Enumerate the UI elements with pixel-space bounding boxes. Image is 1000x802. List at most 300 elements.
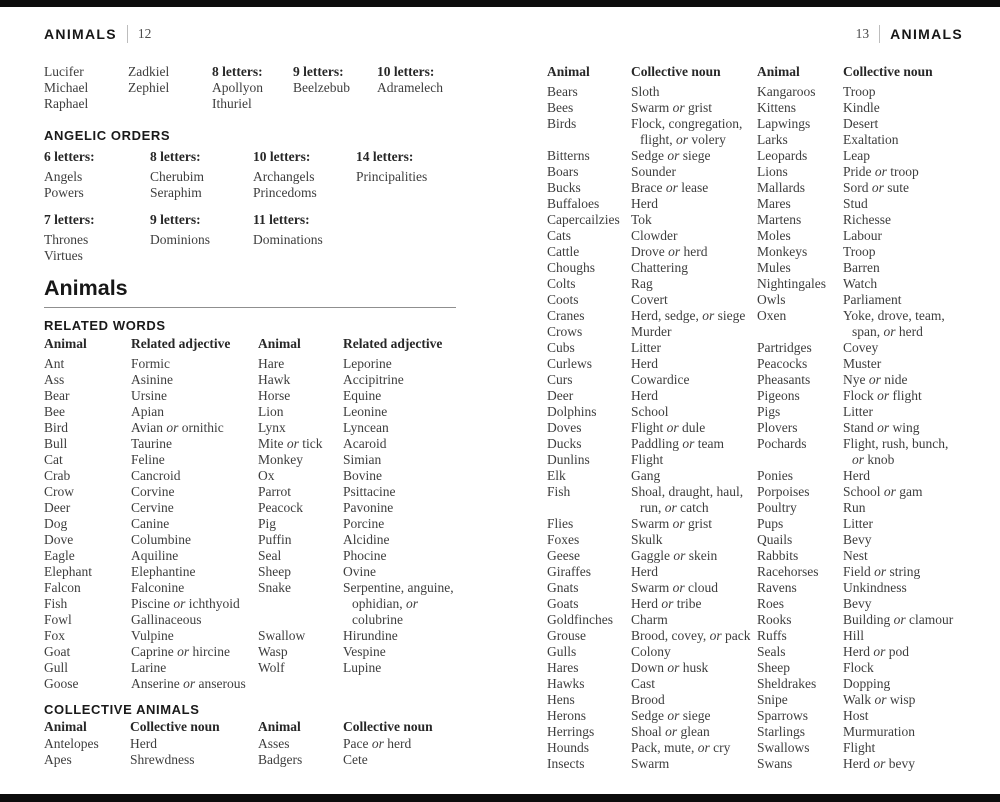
- table-row: [547, 388, 757, 404]
- value-cell: [343, 356, 506, 372]
- section-heading-collective-animals: COLLECTIVE ANIMALS: [44, 702, 200, 717]
- collective-animals-right-columns: [258, 719, 506, 768]
- value-cell: [631, 356, 757, 372]
- value-line: Brood: [631, 692, 665, 707]
- value-line: Cancroid: [131, 468, 181, 483]
- value-cell: [843, 340, 963, 356]
- value-line: Caprine or hircine: [131, 644, 230, 659]
- table-row: [547, 692, 757, 708]
- order-name: Thrones: [44, 232, 89, 247]
- animal-name: Pups: [757, 516, 784, 531]
- value-line: Elephantine: [131, 564, 196, 579]
- value-cell: [631, 340, 757, 356]
- animal-name: Deer: [44, 500, 71, 515]
- angel-name: Apollyon: [212, 80, 264, 95]
- value-line: Rag: [631, 276, 653, 291]
- value-line: Chattering: [631, 260, 688, 275]
- value-line: Litter: [843, 516, 873, 531]
- angel-column: [293, 64, 377, 112]
- table-row: [757, 532, 963, 548]
- table-header-row: [258, 719, 506, 735]
- value-line: Cervine: [131, 500, 174, 515]
- animal-name: Sheep: [757, 660, 790, 675]
- value-cell: [631, 516, 757, 532]
- angelic-orders-row-2: [44, 212, 356, 264]
- value-line: Kindle: [843, 100, 880, 115]
- related-words-right-columns: [258, 336, 506, 676]
- table-header-row: [44, 336, 258, 352]
- table-row: [547, 84, 757, 100]
- value-cell: [843, 212, 963, 228]
- angel-name: Michael: [44, 80, 89, 95]
- value-cell: [631, 180, 757, 196]
- table-row: [757, 164, 963, 180]
- table-row: [757, 420, 963, 436]
- value-cell: [131, 484, 258, 500]
- table-row: [547, 356, 757, 372]
- animal-name: Monkeys: [757, 244, 808, 259]
- value-line: Murder: [631, 324, 672, 339]
- column-header-collective-noun: Collective noun: [843, 64, 933, 79]
- value-cell: [843, 548, 963, 564]
- value-line: Murmuration: [843, 724, 915, 739]
- value-line: Pace or herd: [343, 736, 412, 751]
- table-row: [757, 516, 963, 532]
- value-cell: [843, 564, 963, 580]
- animal-name: Cats: [547, 228, 572, 243]
- order-name: Cherubim: [150, 169, 204, 184]
- letter-count-label: 8 letters:: [150, 149, 201, 164]
- table-row: [547, 724, 757, 740]
- table-row: [44, 596, 258, 612]
- animal-name: Crab: [44, 468, 71, 483]
- value-line: Pavonine: [343, 500, 394, 515]
- animal-name: Fox: [44, 628, 66, 643]
- value-cell: [343, 516, 506, 532]
- value-cell: [631, 276, 757, 292]
- animal-name: Wolf: [258, 660, 285, 675]
- value-line: Cete: [343, 752, 368, 767]
- value-cell: [343, 420, 506, 436]
- value-line: School or gam: [843, 484, 923, 499]
- letter-count-label: 9 letters:: [150, 212, 201, 227]
- animal-name: Racehorses: [757, 564, 819, 579]
- order-name: Seraphim: [150, 185, 202, 200]
- table-row: [44, 484, 258, 500]
- table-row: [757, 564, 963, 580]
- letter-count-label: 9 letters:: [293, 64, 344, 79]
- table-row: [547, 404, 757, 420]
- value-cell: [131, 612, 258, 628]
- column-header-animal: Animal: [258, 336, 301, 351]
- related-words-left-columns: [44, 336, 258, 692]
- table-row: [44, 644, 258, 660]
- value-line: Host: [843, 708, 869, 723]
- letter-count-label: 14 letters:: [356, 149, 414, 164]
- letter-count-label: 7 letters:: [44, 212, 95, 227]
- value-line: Corvine: [131, 484, 175, 499]
- value-line: Leonine: [343, 404, 388, 419]
- value-cell: [343, 564, 506, 580]
- value-cell: [131, 548, 258, 564]
- angel-name: Ithuriel: [212, 96, 252, 111]
- value-line: Clowder: [631, 228, 678, 243]
- value-cell: [843, 628, 963, 644]
- value-cell: [131, 660, 258, 676]
- value-line: Cast: [631, 676, 656, 691]
- value-cell: [343, 484, 506, 500]
- value-line: Stand or wing: [843, 420, 920, 435]
- value-line: Herd or pod: [843, 644, 910, 659]
- value-cell: [631, 116, 757, 148]
- animal-name: Insects: [547, 756, 585, 771]
- animal-name: Choughs: [547, 260, 596, 275]
- order-name: Princedoms: [253, 185, 317, 200]
- column-header-animal: Animal: [757, 64, 800, 79]
- animal-name: Doves: [547, 420, 582, 435]
- animal-name: Hawks: [547, 676, 585, 691]
- value-line: Taurine: [131, 436, 173, 451]
- table-row: [757, 84, 963, 100]
- value-line: Lupine: [343, 660, 382, 675]
- table-row: [547, 244, 757, 260]
- letter-count-label: 6 letters:: [44, 149, 95, 164]
- animal-name: Kittens: [757, 100, 796, 115]
- value-cell: [631, 148, 757, 164]
- value-line: Bevy: [843, 596, 872, 611]
- animal-name: Lynx: [258, 420, 286, 435]
- animal-name: Bucks: [547, 180, 581, 195]
- value-cell: [631, 660, 757, 676]
- value-line: Herd: [130, 736, 157, 751]
- animal-name: Lion: [258, 404, 284, 419]
- animal-name: Coots: [547, 292, 579, 307]
- value-line: Troop: [843, 84, 876, 99]
- value-line: Flock or flight: [843, 388, 922, 403]
- animal-name: Elk: [547, 468, 566, 483]
- value-cell: [843, 596, 963, 612]
- value-line: Falconine: [131, 580, 185, 595]
- table-row: [44, 420, 258, 436]
- value-cell: [631, 228, 757, 244]
- chapter-heading-block: [44, 276, 506, 308]
- value-line: Yoke, drove, team,: [843, 308, 945, 323]
- animal-name: Crows: [547, 324, 583, 339]
- table-row: [757, 340, 963, 356]
- value-cell: [843, 100, 963, 116]
- value-line: Stud: [843, 196, 868, 211]
- table-row: [757, 484, 963, 500]
- value-line: Shrewdness: [130, 752, 195, 767]
- value-line: Covey: [843, 340, 879, 355]
- value-line: Larine: [131, 660, 167, 675]
- order-name: Angels: [44, 169, 83, 184]
- animal-name: Hares: [547, 660, 579, 675]
- value-cell: [843, 436, 963, 468]
- value-cell: [843, 756, 963, 772]
- table-row: [757, 100, 963, 116]
- animal-name: Sparrows: [757, 708, 808, 723]
- value-line: Pack, mute, or cry: [631, 740, 731, 755]
- table-row: [44, 612, 258, 628]
- value-cell: [843, 164, 963, 180]
- table-row: [547, 468, 757, 484]
- value-cell: [131, 532, 258, 548]
- value-line: Swarm: [631, 756, 670, 771]
- animal-name: Rooks: [757, 612, 792, 627]
- table-row: [258, 356, 506, 372]
- value-cell: [843, 484, 963, 500]
- value-cell: [843, 708, 963, 724]
- value-cell: [130, 752, 258, 768]
- table-row: [757, 372, 963, 388]
- value-line: Herd: [631, 356, 658, 371]
- animal-name: Lapwings: [757, 116, 811, 131]
- table-header-row: [547, 64, 757, 80]
- animal-name: Hens: [547, 692, 575, 707]
- value-cell: [631, 564, 757, 580]
- value-cell: [131, 676, 258, 692]
- value-line: Sounder: [631, 164, 676, 179]
- value-line: Flight or dule: [631, 420, 706, 435]
- animal-name: Rabbits: [757, 548, 799, 563]
- value-cell: [843, 372, 963, 388]
- value-line: Exaltation: [843, 132, 899, 147]
- animal-name: Bird: [44, 420, 69, 435]
- animal-name: Kangaroos: [757, 84, 816, 99]
- table-row: [44, 452, 258, 468]
- animal-name: Dog: [44, 516, 68, 531]
- value-cell: [343, 404, 506, 420]
- value-line: Feline: [131, 452, 165, 467]
- value-cell: [631, 628, 757, 644]
- value-cell: [843, 116, 963, 132]
- animal-name: Bull: [44, 436, 68, 451]
- value-cell: [631, 100, 757, 116]
- angel-column: [128, 64, 212, 112]
- animal-name: Peacocks: [757, 356, 808, 371]
- animal-name: Buffaloes: [547, 196, 600, 211]
- animal-name: Hawk: [258, 372, 291, 387]
- value-cell: [843, 148, 963, 164]
- order-group: [150, 149, 253, 201]
- animal-name: Cubs: [547, 340, 575, 355]
- table-row: [44, 676, 258, 692]
- table-row: [547, 420, 757, 436]
- value-cell: [631, 372, 757, 388]
- table-row: [757, 292, 963, 308]
- table-row: [44, 388, 258, 404]
- section-heading-angelic-orders: ANGELIC ORDERS: [44, 128, 171, 143]
- animal-name: Roes: [757, 596, 784, 611]
- value-cell: [130, 736, 258, 752]
- column-header-animal: Animal: [258, 719, 301, 734]
- value-cell: [343, 736, 506, 752]
- animal-name: Pig: [258, 516, 277, 531]
- animal-name: Pigs: [757, 404, 781, 419]
- table-row: [258, 468, 506, 484]
- value-line: Pride or troop: [843, 164, 919, 179]
- table-row: [757, 580, 963, 596]
- table-row: [258, 388, 506, 404]
- table-row: [547, 708, 757, 724]
- value-cell: [131, 516, 258, 532]
- order-group: [356, 149, 427, 201]
- table-row: [44, 548, 258, 564]
- value-line: Charm: [631, 612, 668, 627]
- value-line: Herd: [631, 564, 658, 579]
- value-cell: [343, 660, 506, 676]
- value-line: Barren: [843, 260, 880, 275]
- value-cell: [631, 244, 757, 260]
- animal-name: Dolphins: [547, 404, 597, 419]
- table-row: [44, 436, 258, 452]
- table-row: [547, 436, 757, 452]
- animal-name: Curlews: [547, 356, 592, 371]
- table-row: [757, 660, 963, 676]
- value-line: Equine: [343, 388, 382, 403]
- value-line: Serpentine, anguine,: [343, 580, 454, 595]
- value-line: Brood, covey, or pack: [631, 628, 751, 643]
- table-row: [547, 116, 757, 148]
- angel-column: [212, 64, 293, 112]
- animal-name: Goats: [547, 596, 579, 611]
- animal-name: Quails: [757, 532, 793, 547]
- value-line: Shoal, draught, haul,: [631, 484, 744, 499]
- table-row: [44, 660, 258, 676]
- letter-count-label: 8 letters:: [212, 64, 263, 79]
- table-row: [757, 468, 963, 484]
- order-group: [44, 212, 150, 264]
- value-cell: [631, 324, 757, 340]
- value-cell: [843, 180, 963, 196]
- angel-name: Adramelech: [377, 80, 443, 95]
- value-line: Swarm or grist: [631, 516, 713, 531]
- table-row: [547, 532, 757, 548]
- value-cell: [631, 404, 757, 420]
- animal-name: Bear: [44, 388, 70, 403]
- value-cell: [343, 532, 506, 548]
- table-row: [547, 340, 757, 356]
- value-line: Flight: [843, 740, 876, 755]
- table-row: [258, 484, 506, 500]
- value-cell: [631, 596, 757, 612]
- table-row: [757, 548, 963, 564]
- value-cell: [843, 132, 963, 148]
- value-cell: [131, 388, 258, 404]
- table-row: [547, 324, 757, 340]
- value-cell: [631, 740, 757, 756]
- table-row: [757, 644, 963, 660]
- table-row: [547, 676, 757, 692]
- value-cell: [843, 308, 963, 340]
- animal-name: Ox: [258, 468, 275, 483]
- table-row: [757, 388, 963, 404]
- letter-count-label: 10 letters:: [253, 149, 311, 164]
- animal-name: Ponies: [757, 468, 794, 483]
- value-line: Leporine: [343, 356, 392, 371]
- value-line: Sedge or siege: [631, 148, 711, 163]
- value-cell: [843, 244, 963, 260]
- animal-name: Pheasants: [757, 372, 811, 387]
- table-row: [757, 596, 963, 612]
- table-row: [547, 196, 757, 212]
- value-line: Building or clamour: [843, 612, 954, 627]
- animal-name: Foxes: [547, 532, 580, 547]
- animal-name: Fowl: [44, 612, 72, 627]
- value-line: Gaggle or skein: [631, 548, 718, 563]
- animal-name: Capercailzies: [547, 212, 620, 227]
- table-row: [757, 212, 963, 228]
- value-cell: [843, 228, 963, 244]
- table-row: [547, 484, 757, 516]
- value-cell: [843, 612, 963, 628]
- angel-name: Zadkiel: [128, 64, 170, 79]
- animal-name: Badgers: [258, 752, 303, 767]
- value-line: Nest: [843, 548, 868, 563]
- value-line: ophidian, or: [352, 596, 419, 611]
- table-row: [547, 580, 757, 596]
- table-row: [757, 356, 963, 372]
- value-cell: [843, 516, 963, 532]
- table-row: [757, 676, 963, 692]
- value-cell: [631, 756, 757, 772]
- table-row: [757, 436, 963, 468]
- value-line: Muster: [843, 356, 882, 371]
- animal-name: Flies: [547, 516, 574, 531]
- animal-name: Moles: [757, 228, 791, 243]
- order-group: [150, 212, 253, 264]
- value-line: Walk or wisp: [843, 692, 916, 707]
- animal-name: Grouse: [547, 628, 586, 643]
- value-line: Hill: [843, 628, 865, 643]
- value-line: Troop: [843, 244, 876, 259]
- value-cell: [131, 436, 258, 452]
- value-line: Colony: [631, 644, 671, 659]
- animal-name: Martens: [757, 212, 802, 227]
- table-row: [258, 736, 506, 752]
- animal-name: Swans: [757, 756, 793, 771]
- table-row: [258, 752, 506, 768]
- collective-animals-left-columns: [44, 719, 258, 768]
- animal-name: Falcon: [44, 580, 81, 595]
- value-line: Swarm or cloud: [631, 580, 719, 595]
- animal-name: Sheep: [258, 564, 291, 579]
- table-row: [44, 628, 258, 644]
- column-header-animal: Animal: [44, 336, 87, 351]
- animal-name: Herrings: [547, 724, 595, 739]
- value-cell: [631, 308, 757, 324]
- table-header-row: [757, 64, 963, 80]
- table-row: [547, 276, 757, 292]
- collective-nouns-left-columns: [547, 64, 757, 772]
- table-row: [547, 228, 757, 244]
- value-cell: [631, 724, 757, 740]
- page-left: [44, 0, 506, 802]
- animal-name: Starlings: [757, 724, 806, 739]
- table-row: [258, 564, 506, 580]
- value-line: Run: [843, 500, 866, 515]
- animal-name: Plovers: [757, 420, 798, 435]
- value-line: Richesse: [843, 212, 891, 227]
- value-cell: [131, 356, 258, 372]
- value-line: Simian: [343, 452, 382, 467]
- value-cell: [843, 404, 963, 420]
- animal-name: Cattle: [547, 244, 580, 259]
- table-row: [547, 548, 757, 564]
- angel-name: Zephiel: [128, 80, 170, 95]
- table-row: [258, 404, 506, 420]
